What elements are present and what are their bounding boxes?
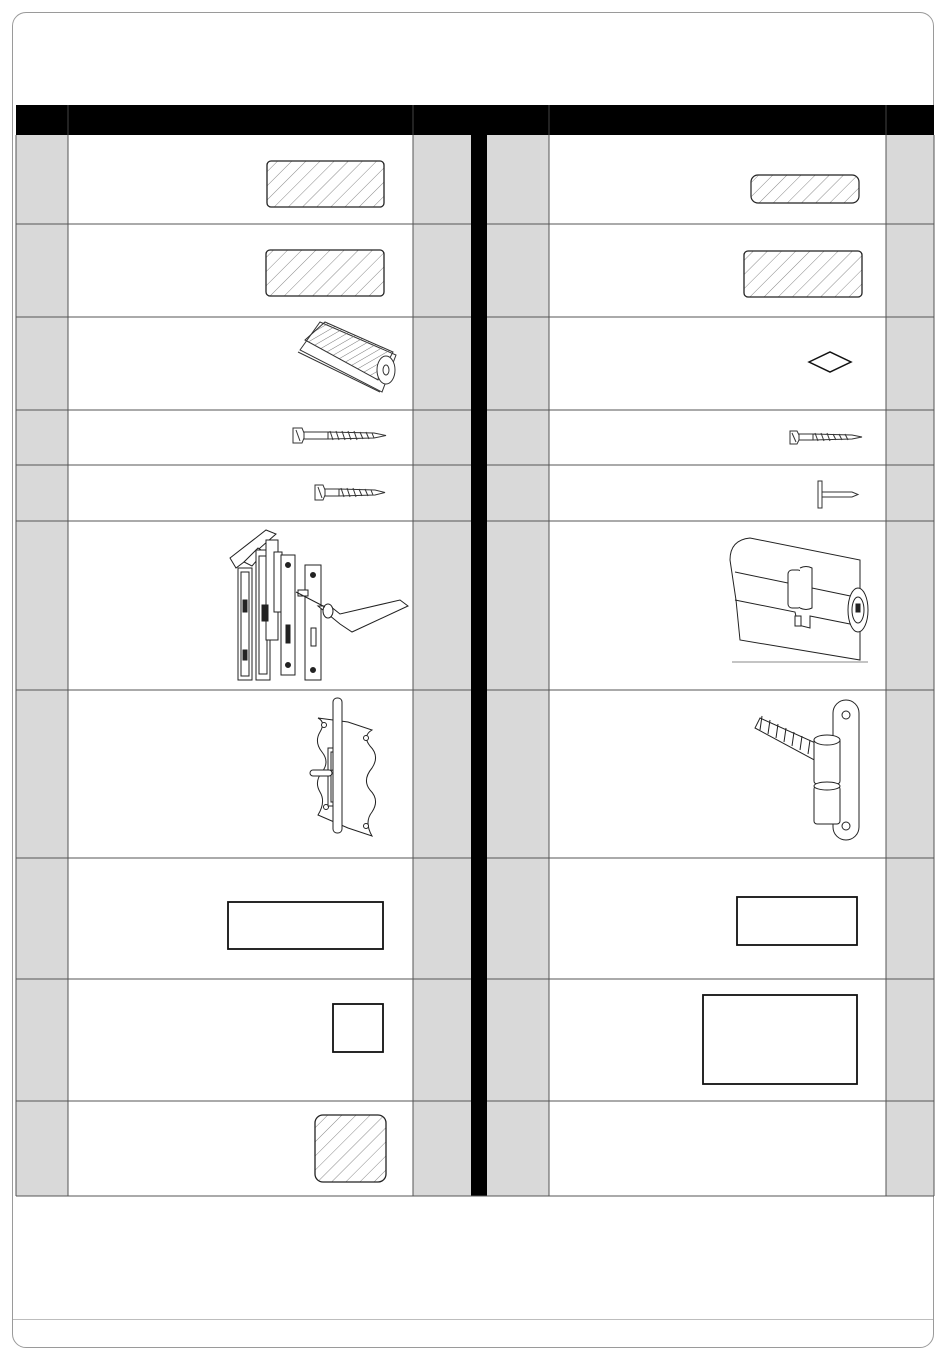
document-footer <box>20 1324 920 1344</box>
rounded-strip-icon <box>751 175 859 203</box>
left-row-10 <box>315 1115 386 1182</box>
right-row-3 <box>809 352 851 372</box>
short-screw-icon <box>315 485 385 500</box>
tall-panel-icon <box>703 995 857 1084</box>
right-row-8 <box>737 897 857 945</box>
hatched-block-icon <box>266 250 384 296</box>
right-qty-column <box>886 135 934 1196</box>
right-row-2 <box>744 251 862 297</box>
right-row-6 <box>730 538 868 662</box>
left-qty-column <box>413 135 471 1196</box>
center-divider <box>471 105 487 1196</box>
hatched-block-icon <box>744 251 862 297</box>
document-notes-area <box>13 1196 933 1318</box>
left-row-7 <box>310 698 376 836</box>
long-screw-icon <box>293 428 386 443</box>
left-row-5 <box>315 485 385 500</box>
right-row-7 <box>755 700 859 840</box>
right-row-9 <box>703 995 857 1084</box>
left-row-2 <box>266 250 384 296</box>
plate-hinge-icon <box>310 698 376 836</box>
mortise-lock-set-icon <box>230 530 408 680</box>
right-row-5 <box>818 481 858 508</box>
hatched-square-icon <box>315 1115 386 1182</box>
right-ref-column <box>487 135 549 1196</box>
flat-panel-icon <box>228 902 383 949</box>
left-row-6 <box>230 530 408 680</box>
right-row-1 <box>751 175 859 203</box>
nail-icon <box>818 481 858 508</box>
left-row-9 <box>333 1004 383 1052</box>
ribbed-roller-icon <box>298 322 396 392</box>
pin-hinge-icon <box>755 700 859 840</box>
left-row-3 <box>298 322 396 392</box>
right-row-4 <box>790 431 862 444</box>
left-row-8 <box>228 902 383 949</box>
left-row-1 <box>267 161 384 207</box>
flat-panel-icon <box>737 897 857 945</box>
left-ref-column <box>16 135 68 1196</box>
diamond-dowel-icon <box>809 352 851 372</box>
small-panel-icon <box>333 1004 383 1052</box>
lock-cylinder-icon <box>730 538 868 662</box>
hatched-block-icon <box>267 161 384 207</box>
footer-divider <box>13 1319 933 1320</box>
left-row-4 <box>293 428 386 443</box>
screw-icon <box>790 431 862 444</box>
